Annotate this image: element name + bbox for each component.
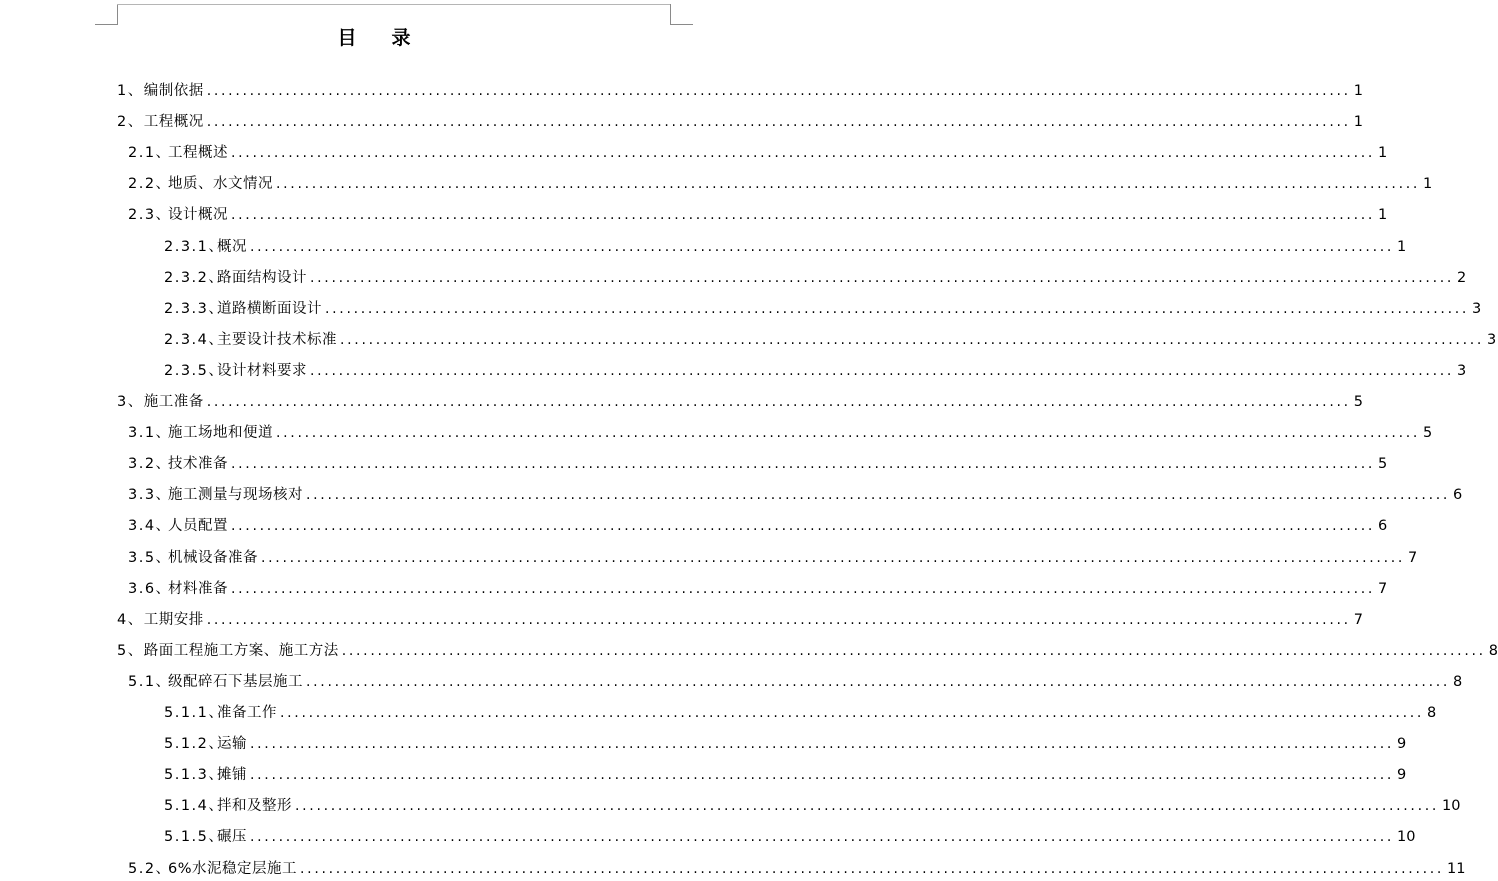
toc-entry-number: 4、 [117,611,144,628]
toc-dot-leader: ................................................................................................................................................................ [231,456,1376,473]
toc-entry[interactable] [128,422,1433,444]
toc-entry-page-number: 11 [1447,860,1466,877]
toc-entry[interactable] [117,640,1498,662]
toc-entry[interactable] [164,795,1461,817]
toc-entry[interactable] [117,609,1363,631]
toc-dot-leader: ................................................................................................................................................................ [310,269,1455,286]
toc-entry-number: 2.3、 [128,207,172,224]
toc-entry-number: 2.3.3、 [164,300,225,317]
toc-entry-label: 机械设备准备 [168,549,258,566]
toc-entry-label: 编制依据 [143,83,204,99]
toc-entry[interactable] [164,360,1467,382]
toc-entry-number: 3.6、 [128,580,172,597]
toc-entry-label: 施工场地和便道 [168,425,273,442]
toc-entry-number: 3、 [117,394,144,410]
toc-entry-number: 2.3.5、 [164,362,225,379]
title-char-1: 目 [337,27,358,49]
toc-entry-page-number: 1 [1397,238,1407,255]
toc-entry-label: 工程概况 [143,114,204,131]
toc-entry-number: 5.1.3、 [164,767,225,784]
crop-mark-left-vertical [117,4,118,24]
toc-entry[interactable] [164,826,1416,848]
crop-mark-top-edge [117,4,670,5]
toc-dot-leader: ................................................................................................................................................................ [341,642,1486,659]
toc-entry-label: 材料准备 [168,580,228,597]
toc-dot-leader: ................................................................................................................................................................ [295,798,1440,815]
toc-dot-leader: ................................................................................................................................................................ [261,549,1406,566]
toc-entry[interactable] [164,733,1407,755]
toc-entry-page-number: 6 [1378,518,1388,535]
toc-entry[interactable] [164,267,1467,289]
toc-entry-label: 施工准备 [143,394,204,410]
toc-dot-leader: ................................................................................................................................................................ [300,860,1445,877]
toc-entry-number: 2.3.1、 [164,238,225,255]
toc-dot-leader: ................................................................................................................................................................ [250,767,1395,784]
toc-dot-leader: ................................................................................................................................................................ [231,145,1376,162]
toc-entry-number: 5、 [117,642,144,659]
toc-entry[interactable] [164,236,1407,258]
toc-entry-number: 2.1、 [128,145,172,162]
toc-entry-number: 2.2、 [128,176,172,193]
toc-entry[interactable] [164,702,1437,724]
toc-entry-page-number: 1 [1423,176,1433,193]
toc-entry-page-number: 7 [1353,611,1363,628]
toc-dot-leader: ................................................................................................................................................................ [206,611,1351,628]
toc-entry-page-number: 5 [1423,425,1433,442]
toc-dot-leader: ................................................................................................................................................................ [340,331,1485,348]
toc-entry-number: 3.4、 [128,518,172,535]
title-char-2: 录 [391,27,412,49]
toc-entry-label: 主要设计技术标准 [217,331,337,348]
toc-entry-page-number: 8 [1488,642,1498,659]
crop-mark-right-vertical [670,4,671,24]
toc-entry-page-number: 7 [1378,580,1388,597]
toc-entry-label: 设计材料要求 [217,362,307,379]
toc-entry-number: 1、 [117,83,144,99]
toc-entry-number: 5.1.4、 [164,798,225,815]
toc-entry-label: 道路横断面设计 [217,300,322,317]
toc-entry-number: 3.1、 [128,425,172,442]
toc-entry-number: 2.3.2、 [164,269,225,286]
toc-entry-label: 运输 [217,736,247,753]
toc-entry-page-number: 10 [1442,798,1461,815]
toc-entry[interactable] [128,204,1388,226]
toc-entry-page-number: 9 [1397,767,1407,784]
toc-entry[interactable] [128,173,1433,195]
toc-entry-number: 5.1、 [128,673,172,690]
toc-entry[interactable] [164,329,1497,351]
toc-entry[interactable] [128,578,1388,600]
toc-entry-label: 技术准备 [168,456,228,473]
toc-entry-page-number: 1 [1353,114,1363,131]
toc-dot-leader: ................................................................................................................................................................ [231,580,1376,597]
toc-entry-page-number: 1 [1378,207,1388,224]
toc-entry-page-number: 6 [1453,487,1463,504]
toc-dot-leader: ................................................................................................................................................................ [206,394,1351,410]
toc-entry-page-number: 3 [1487,331,1497,348]
toc-entry-label: 级配碎石下基层施工 [168,673,303,690]
toc-entry[interactable] [117,391,1363,413]
toc-entry-number: 3.3、 [128,487,172,504]
toc-entry-number: 3.5、 [128,549,172,566]
toc-entry-page-number: 1 [1353,83,1363,99]
toc-dot-leader: ................................................................................................................................................................ [250,238,1395,255]
toc-entry-label: 准备工作 [217,705,277,721]
toc-dot-leader: ................................................................................................................................................................ [280,705,1425,721]
toc-entry-label: 路面工程施工方案、施工方法 [143,642,339,659]
toc-entry-page-number: 9 [1397,736,1407,753]
toc-entry-label: 设计概况 [168,207,228,224]
toc-entry-label: 6%水泥稳定层施工 [168,860,298,877]
toc-entry-label: 碾压 [217,829,247,846]
toc-entry-label: 工程概述 [168,145,228,162]
toc-entry-label: 施工测量与现场核对 [168,487,303,504]
toc-entry[interactable] [128,142,1388,164]
toc-dot-leader: ................................................................................................................................................................ [310,362,1455,379]
toc-entry-page-number: 7 [1408,549,1418,566]
toc-entry-page-number: 2 [1457,269,1467,286]
toc-entry[interactable] [164,298,1482,320]
page-title [0,23,749,50]
toc-entry-page-number: 10 [1397,829,1416,846]
toc-entry-label: 摊铺 [217,767,247,784]
toc-entry-number: 5.1.2、 [164,736,225,753]
toc-entry-page-number: 5 [1378,456,1388,473]
toc-entry[interactable] [128,671,1463,693]
toc-entry-number: 5.2、 [128,860,172,877]
toc-entry-number: 2.3.4、 [164,331,225,348]
toc-dot-leader: ................................................................................................................................................................ [231,207,1376,224]
toc-dot-leader: ................................................................................................................................................................ [276,176,1421,193]
toc-entry[interactable] [128,515,1388,537]
toc-entry-page-number: 3 [1472,300,1482,317]
toc-dot-leader: ................................................................................................................................................................ [206,83,1351,99]
toc-entry-number: 5.1.1、 [164,705,225,721]
toc-dot-leader: ................................................................................................................................................................ [306,673,1451,690]
toc-entry-page-number: 5 [1353,394,1363,410]
toc-entry-label: 路面结构设计 [217,269,307,286]
toc-entry[interactable] [128,547,1418,569]
toc-entry-number: 5.1.5、 [164,829,225,846]
toc-entry[interactable] [117,80,1363,102]
toc-entry[interactable] [128,858,1466,880]
toc-entry[interactable] [128,484,1463,506]
toc-dot-leader: ................................................................................................................................................................ [325,300,1470,317]
toc-entry[interactable] [117,111,1363,133]
toc-dot-leader: ................................................................................................................................................................ [276,425,1421,442]
toc-entry[interactable] [128,453,1388,475]
toc-dot-leader: ................................................................................................................................................................ [206,114,1351,131]
toc-entry-page-number: 1 [1378,145,1388,162]
toc-entry-label: 概况 [217,238,247,255]
toc-entry-number: 2、 [117,114,144,131]
toc-entry-label: 地质、水文情况 [168,176,273,193]
toc-dot-leader: ................................................................................................................................................................ [231,518,1376,535]
toc-entry-label: 人员配置 [168,518,228,535]
toc-entry-label: 工期安排 [143,611,204,628]
toc-dot-leader: ................................................................................................................................................................ [306,487,1451,504]
toc-entry-page-number: 8 [1427,705,1437,721]
toc-dot-leader: ................................................................................................................................................................ [250,829,1395,846]
toc-dot-leader: ................................................................................................................................................................ [250,736,1395,753]
toc-entry-page-number: 8 [1453,673,1463,690]
toc-entry-page-number: 3 [1457,362,1467,379]
toc-entry-number: 3.2、 [128,456,172,473]
toc-entry-label: 拌和及整形 [217,798,292,815]
toc-entry[interactable] [164,764,1407,786]
